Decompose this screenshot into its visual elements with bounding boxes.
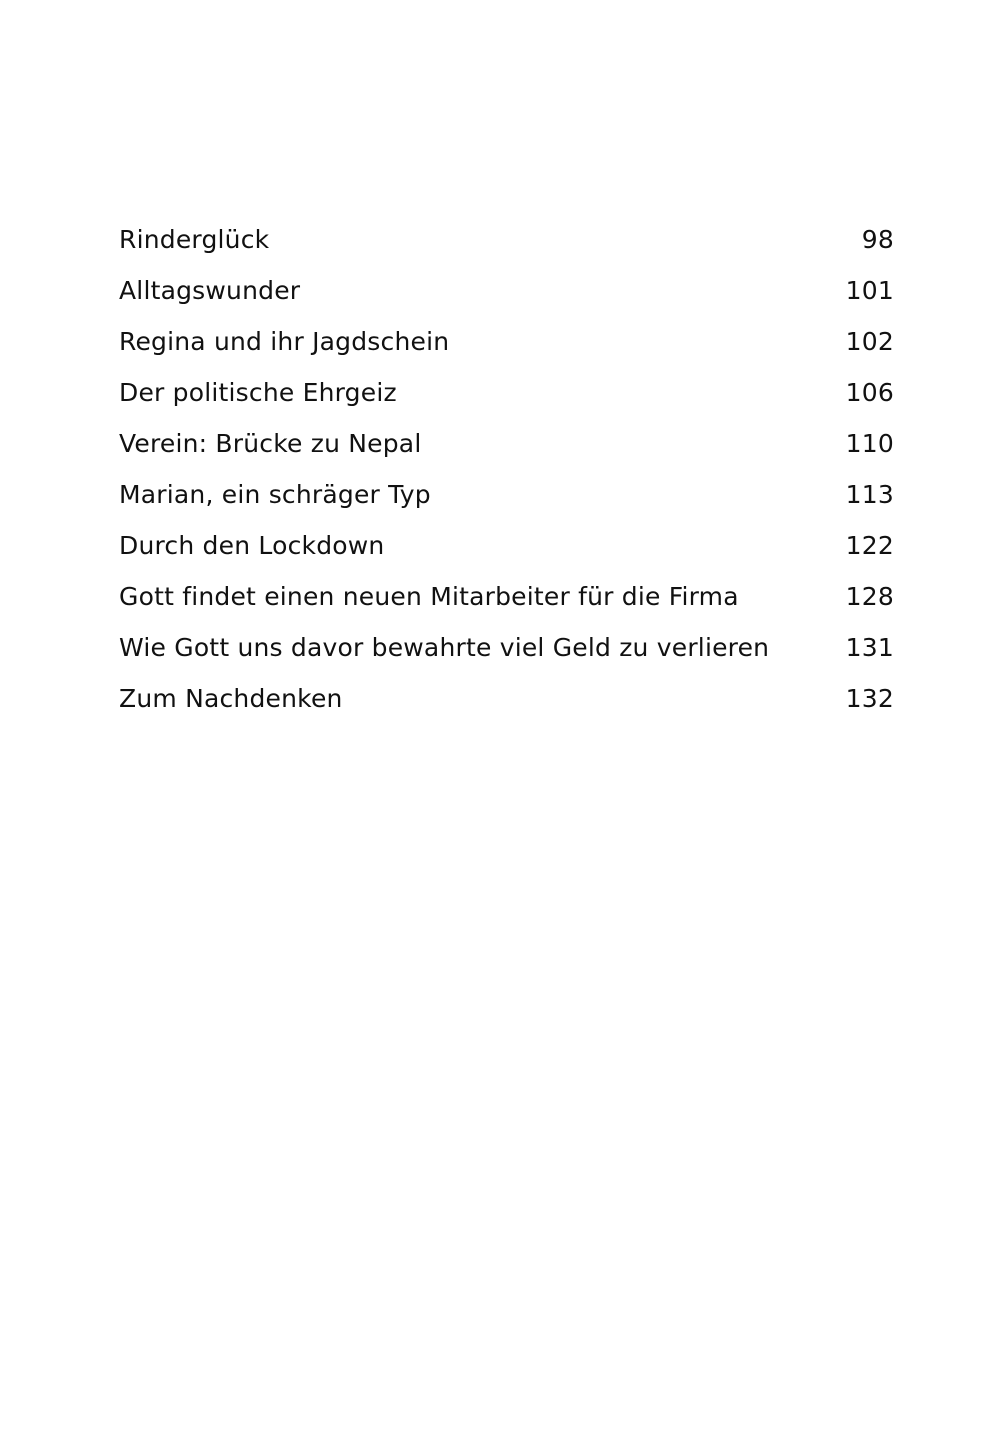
toc-entry[interactable] xyxy=(119,372,894,423)
toc-entry-page-number: 106 xyxy=(845,378,894,407)
toc-entry-page-number: 132 xyxy=(845,684,894,713)
toc-entry-title: Zum Nachdenken xyxy=(119,684,343,713)
table-of-contents xyxy=(119,219,894,729)
toc-entry-page-number: 122 xyxy=(845,531,894,560)
toc-entry[interactable] xyxy=(119,270,894,321)
toc-entry-title: Rinderglück xyxy=(119,225,270,254)
toc-entry-page-number: 131 xyxy=(845,633,894,662)
toc-entry-page-number: 110 xyxy=(845,429,894,458)
toc-entry[interactable] xyxy=(119,474,894,525)
toc-entry-title: Der politische Ehrgeiz xyxy=(119,378,397,407)
toc-entry-title: Wie Gott uns davor bewahrte viel Geld zu verlieren xyxy=(119,633,770,662)
toc-entry-title: Verein: Brücke zu Nepal xyxy=(119,429,422,458)
toc-entry-page-number: 102 xyxy=(845,327,894,356)
toc-entry-page-number: 98 xyxy=(861,225,894,254)
toc-entry-title: Durch den Lockdown xyxy=(119,531,385,560)
toc-entry-title: Marian, ein schräger Typ xyxy=(119,480,431,509)
toc-entry[interactable] xyxy=(119,525,894,576)
toc-entry-page-number: 128 xyxy=(845,582,894,611)
toc-entry[interactable] xyxy=(119,576,894,627)
toc-entry-page-number: 113 xyxy=(845,480,894,509)
toc-entry-page-number: 101 xyxy=(845,276,894,305)
toc-entry[interactable] xyxy=(119,219,894,270)
toc-entry-title: Gott findet einen neuen Mitarbeiter für die Firma xyxy=(119,582,739,611)
toc-entry[interactable] xyxy=(119,321,894,372)
toc-entry[interactable] xyxy=(119,678,894,729)
toc-entry[interactable] xyxy=(119,423,894,474)
toc-entry-title: Alltagswunder xyxy=(119,276,301,305)
toc-entry-title: Regina und ihr Jagdschein xyxy=(119,327,450,356)
toc-entry[interactable] xyxy=(119,627,894,678)
